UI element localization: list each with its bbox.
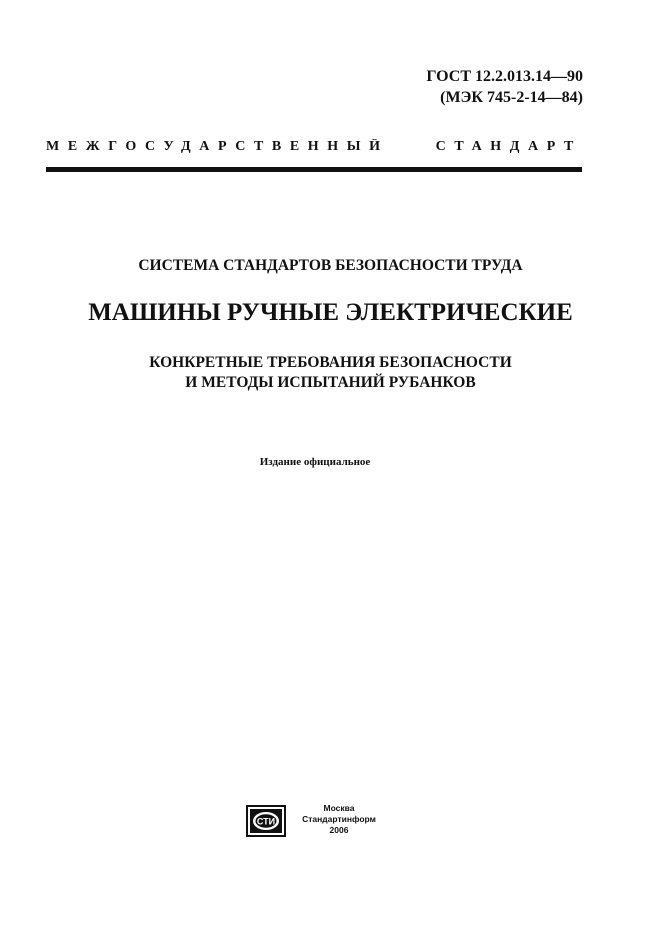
edition-label: Издание официальное [259,456,371,468]
gost-code: ГОСТ 12.2.013.14—90 [426,68,583,85]
publisher-info [294,803,384,836]
interstate-standard-banner: МЕЖГОСУДАРСТВЕННЫЙ СТАНДАРТ [46,139,582,154]
page-title: МАШИНЫ РУЧНЫЕ ЭЛЕКТРИЧЕСКИЕ [88,299,573,326]
system-title: СИСТЕМА СТАНДАРТОВ БЕЗОПАСНОСТИ ТРУДА [138,257,523,274]
publisher-block [246,805,426,855]
publisher-name: Стандартинформ [302,814,376,824]
iec-code: (МЭК 745-2-14—84) [440,89,583,106]
publisher-city: Москва [323,803,355,813]
standartinform-logo-icon [246,805,286,837]
subtitle [0,353,661,393]
document-code [426,66,583,108]
publisher-year: 2006 [329,825,349,835]
header-divider [46,167,582,172]
subtitle-line-1: КОНКРЕТНЫЕ ТРЕБОВАНИЯ БЕЗОПАСНОСТИ [149,354,512,371]
logo-lettering: СТИ [256,816,276,827]
subtitle-line-2: И МЕТОДЫ ИСПЫТАНИЙ РУБАНКОВ [185,374,476,391]
